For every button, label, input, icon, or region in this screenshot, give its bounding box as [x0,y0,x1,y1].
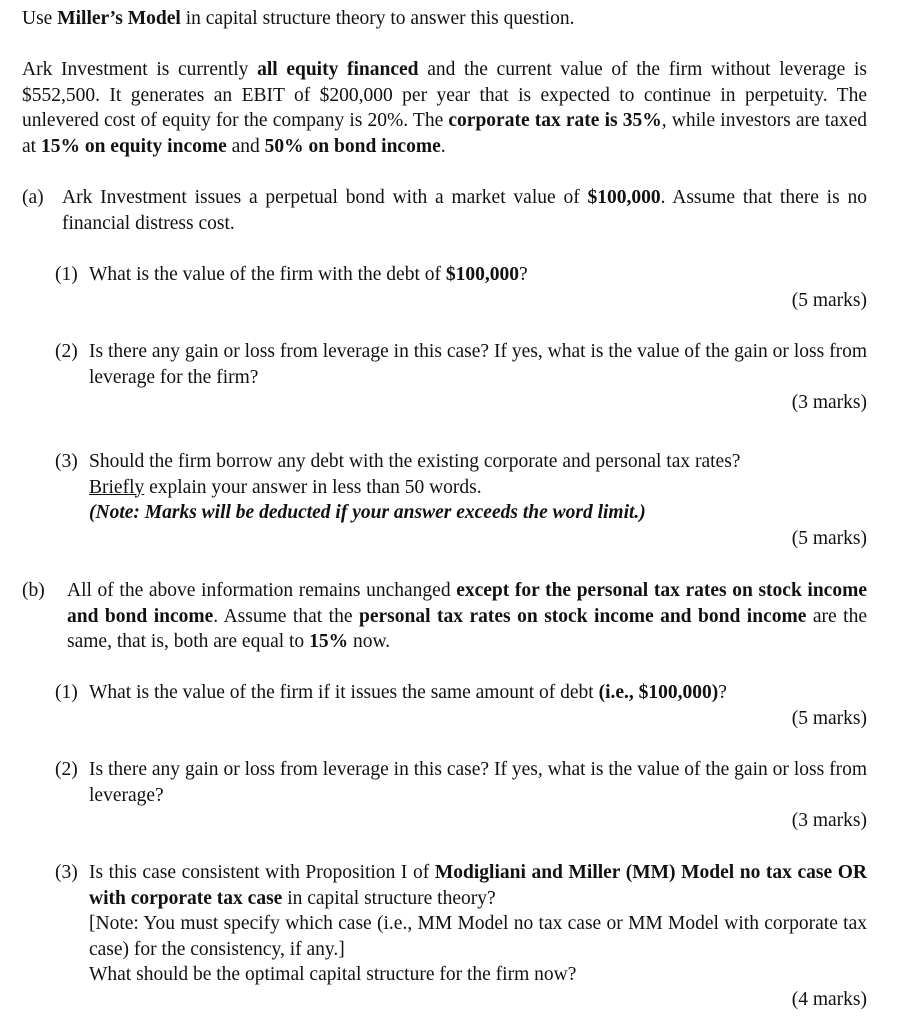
intro-bold: Miller’s Model [57,8,181,29]
question-b3-text [89,860,867,988]
intro-text-end: in capital structure theory to answer this question. [180,8,575,29]
question-b2-label: (2) [55,759,78,780]
para-text-1: Ark Investment is currently [22,59,258,80]
question-b3-label: (3) [55,862,78,883]
question-b1-text [89,680,867,706]
question-b3-follow-up: What should be the optimal capital structure for the firm now? [89,964,577,985]
question-a3-note: (Note: Marks will be deducted if your answer exceeds the word limit.) [89,502,646,523]
para-bold-1: all equity financed [257,59,419,80]
question-a1-marks: (5 marks) [791,290,867,311]
question-b1-text-2: ? [718,682,727,703]
part-b-text-3: are the same, that is, both are equal to [67,605,867,652]
para-bold-2: corporate tax rate is 35% [448,110,662,131]
para-text-2: and the current value of the firm without leverage is $552,500. It generates an EBIT of $200,000 per year that is expected to continue in perpetuity. The unlevered cost of equity for the company is 20%. The [22,59,867,131]
part-b-text-1: All of the above information remains unchanged [67,580,457,601]
question-a3-label: (3) [55,451,78,472]
question-a1 [55,262,867,288]
part-a-bold-1: $100,000 [587,187,661,208]
case-paragraph [22,57,867,159]
question-b1 [55,680,867,706]
question-b3-text-1: Is this case consistent with Proposition I of [89,862,435,883]
part-b-label: (b) [22,580,45,601]
part-b-bold-1: except for the personal tax rates on stock income and bond income [67,580,867,627]
part-b-text-2: . Assume that the [213,605,359,627]
para-bold-3: 15% on equity income [40,135,227,157]
question-b3-marks: (4 marks) [791,989,867,1010]
question-a2-text: Is there any gain or loss from leverage in this case? If yes, what is the value of the gain or loss from leverage for the firm? [89,341,867,388]
part-a-text-2: . Assume that there is no financial distress cost. [62,187,867,234]
question-a1-text-2: ? [518,264,528,285]
question-a3-text [89,449,867,526]
question-b2-marks: (3 marks) [791,810,867,831]
question-a3-underlined: Briefly [89,476,145,498]
para-text-3: , while investors are taxed at [22,110,868,157]
question-b1-label: (1) [55,682,78,703]
part-a-text [62,185,867,236]
question-a3 [55,449,867,526]
part-b-text-4: now. [348,631,391,652]
question-b3-text-2: in capital structure theory? [282,887,496,909]
question-a2-marks: (3 marks) [791,392,867,413]
part-b [22,578,867,655]
para-bold-4: 50% on bond income [264,135,441,157]
part-a-label: (a) [22,187,44,208]
intro-line [22,6,575,32]
question-b2 [55,757,867,808]
intro-text: Use [22,8,58,29]
part-b-bold-2: personal tax rates on stock income and bond income [358,605,807,627]
question-b1-bold: (i.e., $100,000) [598,682,719,703]
question-a3-marks: (5 marks) [791,528,867,549]
question-a2 [55,339,867,390]
question-a3-text-2: explain your answer in less than 50 words. [144,476,482,498]
question-a1-text-1: What is the value of the firm with the debt of [89,264,446,285]
question-b3 [55,860,867,988]
question-a1-bold: $100,000 [445,264,519,285]
question-b1-marks: (5 marks) [791,708,867,729]
part-b-bold-3: 15% [309,631,349,652]
para-text-5: . [440,135,446,157]
part-b-text [67,578,867,655]
para-text-4: and [226,135,265,157]
question-b3-bold: Modigliani and Miller (MM) Model no tax case OR with corporate tax case [89,862,867,909]
part-a [22,185,867,236]
question-a1-text [89,262,867,288]
question-a1-label: (1) [55,264,78,285]
question-b1-text-1: What is the value of the firm if it issues the same amount of debt [89,682,599,703]
question-a3-text-1: Should the firm borrow any debt with the existing corporate and personal tax rates? [89,451,741,472]
part-a-text-1: Ark Investment issues a perpetual bond with a market value of [62,187,588,208]
question-a2-label: (2) [55,341,78,362]
question-b3-note: [Note: You must specify which case (i.e., MM Model no tax case or MM Model with corporate tax case) for the consistency, if any.] [89,913,867,960]
question-b2-text: Is there any gain or loss from leverage in this case? If yes, what is the value of the gain or loss from leverage? [89,759,867,806]
